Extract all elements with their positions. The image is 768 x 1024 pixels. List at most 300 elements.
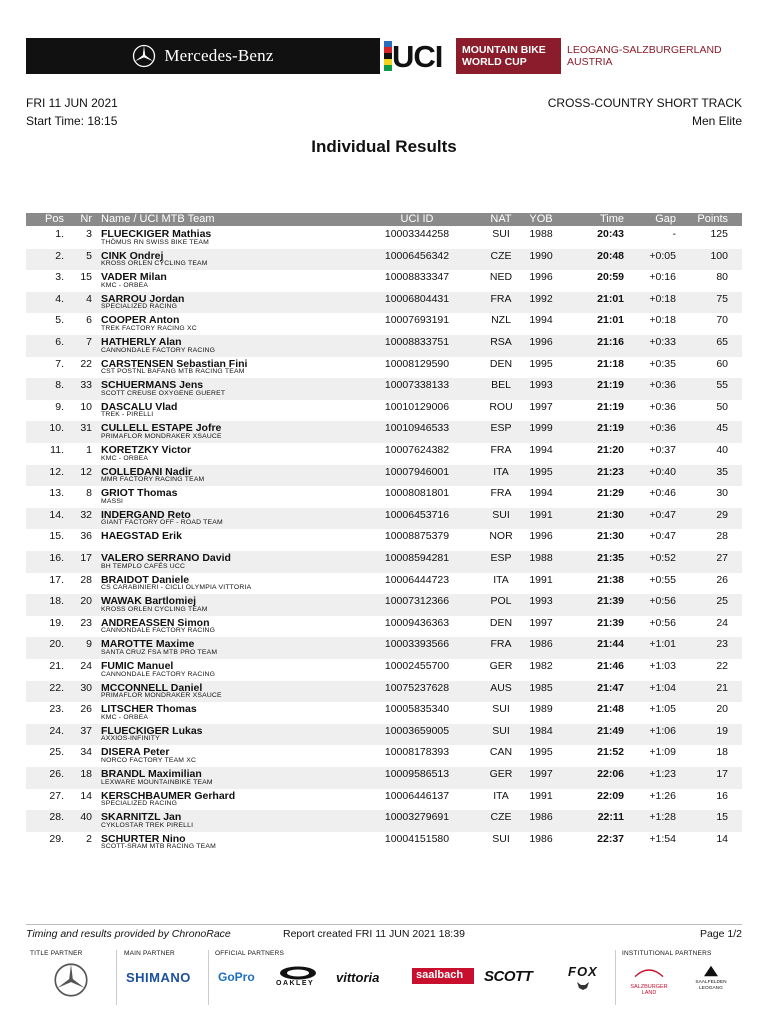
cell-yob: 1993 bbox=[529, 595, 553, 608]
cell-uci-id: 10007624382 bbox=[384, 444, 450, 456]
cell-nr: 5 bbox=[86, 249, 92, 262]
table-row bbox=[26, 616, 742, 638]
cell-nr: 33 bbox=[80, 379, 92, 392]
cell-team: THÖMUS RN SWISS BIKE TEAM bbox=[101, 238, 209, 246]
timing-credit: Timing and results provided by ChronoRace bbox=[26, 928, 231, 940]
cell-points: 75 bbox=[716, 292, 728, 305]
cell-uci-id: 10006446137 bbox=[384, 789, 450, 802]
cell-uci-id: 10006444723 bbox=[384, 573, 450, 586]
cell-nr: 17 bbox=[80, 552, 92, 564]
cell-team: BH TEMPLO CAFÉS UCC bbox=[101, 562, 186, 570]
cell-yob: 1989 bbox=[529, 703, 553, 716]
cell-points: 23 bbox=[716, 638, 728, 651]
cell-uci-id: 10010129006 bbox=[384, 400, 450, 413]
cell-team: MASSI bbox=[101, 497, 124, 505]
official-partners-label: OFFICIAL PARTNERS bbox=[215, 950, 285, 957]
cell-yob: 1996 bbox=[529, 336, 553, 348]
cell-name: MCCONNELL Daniel bbox=[101, 681, 203, 694]
cell-points: 40 bbox=[716, 444, 728, 456]
col-time: Time bbox=[599, 213, 624, 225]
cell-nat: SUI bbox=[492, 228, 510, 240]
cell-gap: +0:18 bbox=[649, 292, 676, 305]
race-name: CROSS-COUNTRY SHORT TRACK bbox=[547, 96, 742, 110]
cell-nat: NOR bbox=[489, 530, 513, 543]
cell-name: COOPER Anton bbox=[101, 314, 180, 327]
cell-nat: FRA bbox=[490, 487, 512, 500]
table-row bbox=[26, 551, 742, 573]
cell-gap: +0:37 bbox=[649, 444, 676, 456]
cell-nr: 23 bbox=[80, 616, 92, 629]
cell-nat: RSA bbox=[490, 336, 512, 348]
cell-name: SARROU Jordan bbox=[101, 292, 185, 305]
cell-nat: DEN bbox=[489, 357, 513, 370]
cell-name: MAROTTE Maxime bbox=[101, 638, 195, 651]
cell-pos: 17. bbox=[49, 573, 64, 586]
cell-yob: 1994 bbox=[529, 314, 553, 327]
cell-team: AXXIOS-INFINITY bbox=[101, 735, 160, 743]
table-row bbox=[26, 832, 742, 854]
cell-nr: 14 bbox=[80, 789, 92, 802]
cell-nr: 28 bbox=[80, 573, 92, 586]
uci-text: UCI bbox=[392, 39, 443, 74]
cell-uci-id: 10005835340 bbox=[384, 703, 450, 716]
table-row bbox=[26, 594, 742, 616]
col-name: Name / UCI MTB Team bbox=[101, 213, 215, 225]
cell-nr: 32 bbox=[80, 508, 92, 521]
table-row bbox=[26, 357, 742, 379]
cell-team: PRIMAFLOR MONDRAKER XSAUCE bbox=[101, 432, 222, 440]
cell-points: 65 bbox=[716, 336, 728, 348]
cell-gap: +0:18 bbox=[649, 314, 676, 327]
cell-nat: GER bbox=[489, 768, 513, 780]
cell-time: 20:43 bbox=[597, 228, 624, 240]
cell-name: CINK Ondrej bbox=[101, 249, 164, 262]
cell-yob: 1991 bbox=[529, 789, 553, 802]
cell-nr: 37 bbox=[80, 724, 92, 737]
cell-nr: 31 bbox=[80, 422, 92, 435]
cell-nr: 2 bbox=[86, 832, 92, 845]
cell-yob: 1991 bbox=[529, 573, 553, 586]
cell-nat: ESP bbox=[490, 552, 512, 564]
cell-uci-id: 10007693191 bbox=[384, 314, 450, 327]
cell-gap: +0:16 bbox=[649, 271, 676, 284]
uci-logo bbox=[380, 38, 456, 74]
cell-pos: 13. bbox=[49, 487, 64, 500]
cell-name: SCHUERMANS Jens bbox=[101, 379, 204, 392]
cell-gap: +0:47 bbox=[649, 530, 676, 543]
cell-yob: 1997 bbox=[529, 768, 553, 780]
col-gap: Gap bbox=[655, 213, 676, 225]
table-row bbox=[26, 767, 742, 789]
table-row bbox=[26, 681, 742, 703]
saalfelden-mark-icon bbox=[702, 964, 720, 978]
cell-name: HAEGSTAD Erik bbox=[101, 530, 182, 543]
cell-uci-id: 10010946533 bbox=[384, 422, 450, 435]
race-date: FRI 11 JUN 2021 bbox=[26, 96, 118, 110]
cell-pos: 8. bbox=[55, 379, 64, 392]
cell-time: 21:39 bbox=[597, 616, 624, 629]
cell-nr: 18 bbox=[80, 768, 92, 780]
mercedes-star-icon bbox=[132, 44, 156, 68]
cell-nat: NZL bbox=[491, 314, 511, 327]
cell-nr: 24 bbox=[80, 660, 92, 672]
cell-name: BRANDL Maximilian bbox=[101, 768, 202, 780]
cell-team: CS CARABINIERI - CICLI OLYMPIA VITTORIA bbox=[101, 584, 252, 592]
cell-nr: 30 bbox=[80, 681, 92, 694]
cell-team: CST POSTNL BAFANG MTB RACING TEAM bbox=[101, 368, 245, 376]
cell-name: DISERA Peter bbox=[101, 746, 170, 759]
cell-name: CULLELL ESTAPE Jofre bbox=[101, 422, 222, 435]
cell-uci-id: 10004151580 bbox=[384, 832, 450, 845]
salzburger-land-text: SALZBURGER LAND bbox=[630, 984, 668, 996]
cell-pos: 6. bbox=[55, 336, 64, 348]
cell-yob: 1986 bbox=[529, 811, 553, 824]
cell-team: KROSS ORLEN CYCLING TEAM bbox=[101, 260, 208, 268]
cell-points: 25 bbox=[716, 595, 728, 608]
table-row bbox=[26, 724, 742, 746]
cell-nr: 22 bbox=[80, 357, 92, 370]
cell-uci-id: 10003279691 bbox=[384, 811, 450, 824]
cell-uci-id: 10008178393 bbox=[384, 746, 450, 759]
cell-team: KMC - ORBEA bbox=[101, 713, 149, 721]
cell-pos: 2. bbox=[55, 249, 64, 262]
cell-time: 21:18 bbox=[597, 357, 624, 370]
cell-nat: BEL bbox=[491, 379, 511, 392]
table-row bbox=[26, 702, 742, 724]
cell-uci-id: 10003344258 bbox=[384, 228, 450, 240]
col-pos: Pos bbox=[45, 213, 64, 225]
event-line-2: WORLD CUP bbox=[462, 56, 527, 68]
cell-nat: ROU bbox=[489, 400, 513, 413]
cell-nr: 10 bbox=[80, 400, 92, 413]
cell-points: 125 bbox=[710, 228, 728, 240]
cell-points: 55 bbox=[716, 379, 728, 392]
col-uci-id: UCI ID bbox=[400, 213, 434, 225]
cell-points: 19 bbox=[716, 724, 728, 737]
cell-uci-id: 10008081801 bbox=[384, 487, 450, 500]
cell-yob: 1997 bbox=[529, 616, 553, 629]
cell-pos: 15. bbox=[49, 530, 64, 543]
cell-gap: +1:04 bbox=[649, 681, 676, 694]
cell-pos: 3. bbox=[55, 271, 64, 284]
cell-pos: 23. bbox=[49, 703, 64, 716]
cell-team: SCOTT-SRAM MTB RACING TEAM bbox=[101, 843, 216, 851]
cell-yob: 1996 bbox=[529, 530, 553, 543]
cell-yob: 1982 bbox=[529, 660, 553, 672]
cell-gap: +0:40 bbox=[649, 465, 676, 478]
cell-uci-id: 10003393566 bbox=[384, 638, 450, 651]
cell-pos: 19. bbox=[49, 616, 64, 629]
cell-yob: 1993 bbox=[529, 379, 553, 392]
cell-nr: 9 bbox=[86, 638, 92, 651]
salzburger-land-mark-icon bbox=[624, 962, 674, 986]
cell-uci-id: 10006453716 bbox=[384, 508, 450, 521]
cell-pos: 18. bbox=[49, 595, 64, 608]
cell-time: 21:30 bbox=[597, 508, 624, 521]
cell-time: 21:46 bbox=[597, 660, 624, 672]
cell-points: 50 bbox=[716, 400, 728, 413]
cell-time: 21:19 bbox=[597, 422, 624, 435]
cell-name: CARSTENSEN Sebastian Fini bbox=[101, 357, 248, 370]
cell-yob: 1988 bbox=[529, 552, 553, 564]
cell-name: HATHERLY Alan bbox=[101, 336, 182, 348]
cell-yob: 1985 bbox=[529, 681, 553, 694]
cell-team: KROSS ORLEN CYCLING TEAM bbox=[101, 605, 208, 613]
cell-pos: 4. bbox=[55, 292, 64, 305]
cell-points: 15 bbox=[716, 811, 728, 824]
cell-pos: 9. bbox=[55, 400, 64, 413]
cell-nr: 4 bbox=[86, 292, 92, 305]
cell-gap: +1:01 bbox=[649, 638, 676, 651]
table-row bbox=[26, 270, 742, 292]
table-row bbox=[26, 529, 742, 551]
cell-points: 60 bbox=[716, 357, 728, 370]
cell-uci-id: 10007946001 bbox=[384, 465, 450, 478]
cell-pos: 25. bbox=[49, 746, 64, 759]
partner-divider bbox=[615, 950, 616, 1005]
cell-name: LITSCHER Thomas bbox=[101, 703, 197, 716]
cell-nat: ESP bbox=[490, 422, 512, 435]
cell-nr: 20 bbox=[80, 595, 92, 608]
cell-gap: +1:09 bbox=[649, 746, 676, 759]
table-row bbox=[26, 249, 742, 271]
cell-pos: 12. bbox=[49, 465, 64, 478]
col-nr: Nr bbox=[80, 213, 92, 225]
table-row bbox=[26, 313, 742, 335]
table-row bbox=[26, 378, 742, 400]
race-category: Men Elite bbox=[691, 114, 742, 128]
mercedes-star-icon bbox=[53, 962, 89, 998]
sponsor-logo bbox=[26, 38, 380, 74]
cell-time: 22:09 bbox=[597, 789, 624, 802]
cell-time: 21:19 bbox=[597, 400, 624, 413]
cell-time: 21:35 bbox=[597, 552, 624, 564]
cell-name: INDERGAND Reto bbox=[101, 508, 191, 521]
table-row bbox=[26, 421, 742, 443]
cell-nat: GER bbox=[489, 660, 513, 672]
cell-name: SCHURTER Nino bbox=[101, 832, 186, 845]
cell-team: SPECIALIZED RACING bbox=[101, 800, 178, 808]
cell-name: VADER Milan bbox=[101, 271, 167, 284]
cell-yob: 1996 bbox=[529, 271, 553, 284]
cell-nat: AUS bbox=[490, 681, 512, 694]
cell-yob: 1999 bbox=[529, 422, 553, 435]
cell-name: ANDREASSEN Simon bbox=[101, 616, 210, 629]
cell-points: 45 bbox=[716, 422, 728, 435]
cell-nat: SUI bbox=[492, 724, 510, 737]
cell-team: TREK FACTORY RACING XC bbox=[101, 324, 197, 332]
cell-name: COLLEDANI Nadir bbox=[101, 465, 193, 478]
saalfelden-leogang-logo bbox=[686, 964, 736, 1000]
cell-points: 29 bbox=[716, 508, 728, 521]
cell-points: 22 bbox=[716, 660, 728, 672]
cell-gap: +1:06 bbox=[649, 724, 676, 737]
cell-uci-id: 10008833751 bbox=[384, 336, 450, 348]
cell-nr: 6 bbox=[86, 314, 92, 327]
cell-nat: ITA bbox=[493, 789, 509, 802]
cell-nr: 7 bbox=[86, 336, 92, 348]
table-row bbox=[26, 465, 742, 487]
fox-logo: FOX bbox=[568, 964, 598, 979]
col-yob: YOB bbox=[529, 213, 553, 225]
cell-time: 21:20 bbox=[597, 444, 624, 456]
cell-time: 21:30 bbox=[597, 530, 624, 543]
saalfelden-leogang-text: SAALFELDEN LEOGANG bbox=[695, 980, 727, 991]
cell-time: 22:11 bbox=[597, 811, 624, 824]
cell-nat: SUI bbox=[492, 508, 510, 521]
table-row bbox=[26, 443, 742, 465]
cell-gap: - bbox=[672, 228, 676, 240]
cell-time: 22:37 bbox=[597, 832, 624, 845]
cell-gap: +1:26 bbox=[649, 789, 676, 802]
cell-nr: 40 bbox=[80, 811, 92, 824]
table-row bbox=[26, 745, 742, 767]
cell-points: 16 bbox=[716, 789, 728, 802]
cell-yob: 1988 bbox=[529, 228, 553, 240]
cell-uci-id: 10008875379 bbox=[384, 530, 450, 543]
cell-name: FUMIC Manuel bbox=[101, 660, 174, 672]
cell-uci-id: 10006456342 bbox=[384, 249, 450, 262]
cell-team: GIANT FACTORY OFF - ROAD TEAM bbox=[101, 519, 223, 527]
col-points: Points bbox=[697, 213, 728, 225]
cell-gap: +1:28 bbox=[649, 811, 676, 824]
cell-team: LEXWARE MOUNTAINBIKE TEAM bbox=[101, 778, 213, 786]
cell-uci-id: 10075237628 bbox=[384, 681, 450, 694]
cell-nr: 3 bbox=[86, 228, 92, 240]
cell-nat: FRA bbox=[490, 292, 512, 305]
footer-divider bbox=[26, 924, 742, 925]
cell-gap: +0:36 bbox=[649, 400, 676, 413]
cell-gap: +0:36 bbox=[649, 379, 676, 392]
cell-uci-id: 10007338133 bbox=[384, 379, 450, 392]
cell-gap: +0:05 bbox=[649, 249, 676, 262]
cell-time: 21:48 bbox=[597, 703, 624, 716]
cell-points: 100 bbox=[710, 249, 728, 262]
cell-nr: 15 bbox=[80, 271, 92, 284]
cell-time: 21:01 bbox=[597, 314, 624, 327]
cell-nat: CZE bbox=[490, 249, 512, 262]
cell-nr: 1 bbox=[86, 444, 92, 456]
cell-uci-id: 10006804431 bbox=[384, 292, 450, 305]
cell-yob: 1997 bbox=[529, 400, 553, 413]
cell-time: 22:06 bbox=[597, 768, 624, 780]
saalbach-badge bbox=[412, 968, 474, 984]
cell-gap: +0:35 bbox=[649, 357, 676, 370]
cell-team: MMR FACTORY RACING TEAM bbox=[101, 476, 205, 484]
salzburger-land-logo bbox=[624, 962, 674, 998]
report-created: Report created FRI 11 JUN 2021 18:39 bbox=[283, 928, 465, 940]
cell-pos: 14. bbox=[49, 508, 64, 521]
cell-points: 35 bbox=[716, 465, 728, 478]
cell-pos: 20. bbox=[49, 638, 64, 651]
shimano-logo: SHIMANO bbox=[126, 970, 191, 985]
cell-name: DASCALU Vlad bbox=[101, 400, 178, 413]
cell-gap: +0:52 bbox=[649, 552, 676, 564]
cell-points: 21 bbox=[716, 681, 728, 694]
table-row bbox=[26, 637, 742, 659]
cell-team: CYKLOSTAR TREK PIRELLI bbox=[101, 821, 194, 829]
cell-uci-id: 10008833347 bbox=[384, 271, 450, 284]
header-banner bbox=[26, 38, 742, 74]
cell-team: NORCO FACTORY TEAM XC bbox=[101, 756, 197, 764]
cell-team: SPECIALIZED RACING bbox=[101, 303, 178, 311]
cell-time: 21:38 bbox=[597, 573, 624, 586]
cell-time: 21:29 bbox=[597, 487, 624, 500]
col-nat: NAT bbox=[490, 213, 512, 225]
cell-points: 70 bbox=[716, 314, 728, 327]
cell-yob: 1995 bbox=[529, 465, 553, 478]
cell-time: 21:23 bbox=[597, 465, 624, 478]
cell-name: FLUECKIGER Mathias bbox=[101, 228, 212, 240]
cell-pos: 27. bbox=[49, 789, 64, 802]
page-title: Individual Results bbox=[311, 137, 457, 156]
cell-nat: ITA bbox=[493, 573, 509, 586]
table-row bbox=[26, 227, 742, 249]
cell-pos: 24. bbox=[49, 724, 64, 737]
cell-time: 21:16 bbox=[597, 336, 624, 348]
institutional-partners-label: INSTITUTIONAL PARTNERS bbox=[622, 950, 712, 957]
cell-time: 21:01 bbox=[597, 292, 624, 305]
table-row bbox=[26, 659, 742, 681]
cell-name: VALERO SERRANO David bbox=[101, 552, 231, 564]
cell-uci-id: 10009436363 bbox=[384, 616, 450, 629]
cell-gap: +0:56 bbox=[649, 595, 676, 608]
cell-pos: 29. bbox=[49, 832, 64, 845]
cell-uci-id: 10008594281 bbox=[384, 552, 450, 564]
cell-team: SANTA CRUZ FSA MTB PRO TEAM bbox=[101, 648, 218, 656]
cell-yob: 1986 bbox=[529, 638, 553, 651]
cell-name: KERSCHBAUMER Gerhard bbox=[101, 789, 236, 802]
cell-time: 20:48 bbox=[597, 249, 624, 262]
cell-nr: 36 bbox=[80, 530, 92, 543]
vittoria-logo: vittoria bbox=[336, 970, 380, 985]
cell-gap: +1:54 bbox=[649, 832, 676, 845]
sponsor-name: Mercedes-Benz bbox=[164, 46, 274, 65]
cell-nr: 34 bbox=[80, 746, 92, 759]
cell-points: 18 bbox=[716, 746, 728, 759]
main-partner-label: MAIN PARTNER bbox=[124, 950, 175, 957]
cell-gap: +0:47 bbox=[649, 508, 676, 521]
cell-points: 14 bbox=[716, 832, 728, 845]
cell-pos: 26. bbox=[49, 768, 64, 780]
cell-uci-id: 10009586513 bbox=[384, 768, 450, 780]
oakley-logo: OAKLEY bbox=[276, 980, 315, 987]
table-row bbox=[26, 573, 742, 595]
cell-nat: DEN bbox=[489, 616, 513, 629]
cell-gap: +1:23 bbox=[649, 768, 676, 780]
cell-pos: 11. bbox=[50, 444, 64, 456]
cell-gap: +0:56 bbox=[649, 616, 676, 629]
cell-team: KMC - ORBEA bbox=[101, 454, 149, 462]
cell-pos: 7. bbox=[55, 357, 64, 370]
venue-line-2: AUSTRIA bbox=[567, 56, 613, 68]
cell-nr: 26 bbox=[80, 703, 92, 716]
cell-uci-id: 10002455700 bbox=[384, 660, 450, 672]
page-number: Page 1/2 bbox=[699, 928, 742, 940]
event-line-1: MOUNTAIN BIKE bbox=[462, 44, 546, 56]
cell-points: 80 bbox=[716, 271, 728, 284]
cell-yob: 1990 bbox=[529, 249, 553, 262]
cell-time: 21:19 bbox=[597, 379, 624, 392]
cell-nat: ITA bbox=[493, 465, 509, 478]
cell-team: SCOTT CREUSE OXYGENE GUERET bbox=[101, 389, 226, 397]
start-time: Start Time: 18:15 bbox=[26, 114, 118, 128]
cell-points: 30 bbox=[716, 487, 728, 500]
partner-divider bbox=[116, 950, 117, 1005]
cell-yob: 1994 bbox=[529, 487, 553, 500]
oakley-ellipse-icon bbox=[278, 966, 318, 980]
cell-gap: +0:33 bbox=[649, 336, 676, 348]
